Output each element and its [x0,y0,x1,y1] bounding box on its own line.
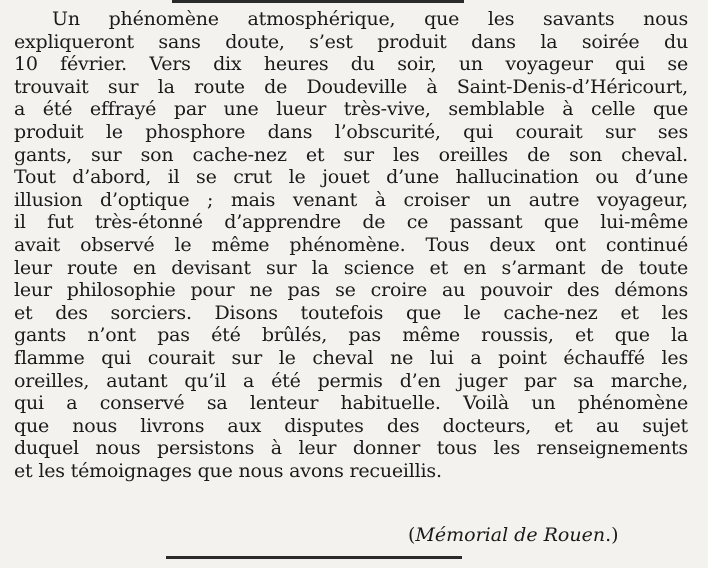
article-line: expliqueront sans doute, s’est produit dans la soirée du [14,30,688,53]
article-line: et des sorciers. Disons toutefois que le cache-nez et les [14,301,688,324]
article-line: illusion d’optique ; mais venant à croiser un autre voyageur, [14,188,688,211]
source-name: Mémorial de Rouen [415,524,606,546]
article-line: et les témoignages que nous avons recueillis. [14,459,442,482]
article-line: 10 février. Vers dix heures du soir, un voyageur qui se [14,53,688,76]
top-separator-rule [172,0,464,3]
article-line: produit le phosphore dans l’obscurité, qui courait sur ses [14,120,688,143]
bottom-separator-rule [166,556,462,559]
source-close-paren: .) [605,524,619,546]
source-attribution [408,524,619,546]
article-line: il fut très-étonné d’apprendre de ce passant que lui-même [14,211,688,234]
article-line: duquel nous persistons à leur donner tous les renseignements [14,437,688,460]
article-line: gants n’ont pas été brûlés, pas même roussis, et que la [14,324,688,347]
article-body [14,8,688,482]
article-line: Tout d’abord, il se crut le jouet d’une hallucination ou d’une [14,166,688,189]
source-open-paren: ( [408,524,416,546]
article-line: leur philosophie pour ne pas se croire au pouvoir des démons [14,279,688,302]
article-line: oreilles, autant qu’il a été permis d’en juger par sa marche, [14,369,688,392]
article-line: a été effrayé par une lueur très-vive, semblable à celle que [14,98,688,121]
article-line: gants, sur son cache-nez et sur les oreilles de son cheval. [14,143,688,166]
article-line: flamme qui courait sur le cheval ne lui a point échauffé les [14,346,688,369]
article-line: que nous livrons aux disputes des docteurs, et au sujet [14,414,688,437]
article-line: trouvait sur la route de Doudeville à Saint-Denis-d’Héricourt, [14,75,688,98]
article-line: leur route en devisant sur la science et en s’armant de toute [14,256,688,279]
article-line: qui a conservé sa lenteur habituelle. Voilà un phénomène [14,392,688,415]
article-line: avait observé le même phénomène. Tous deux ont continué [14,233,688,256]
article-line: Un phénomène atmosphérique, que les savants nous [52,8,688,30]
